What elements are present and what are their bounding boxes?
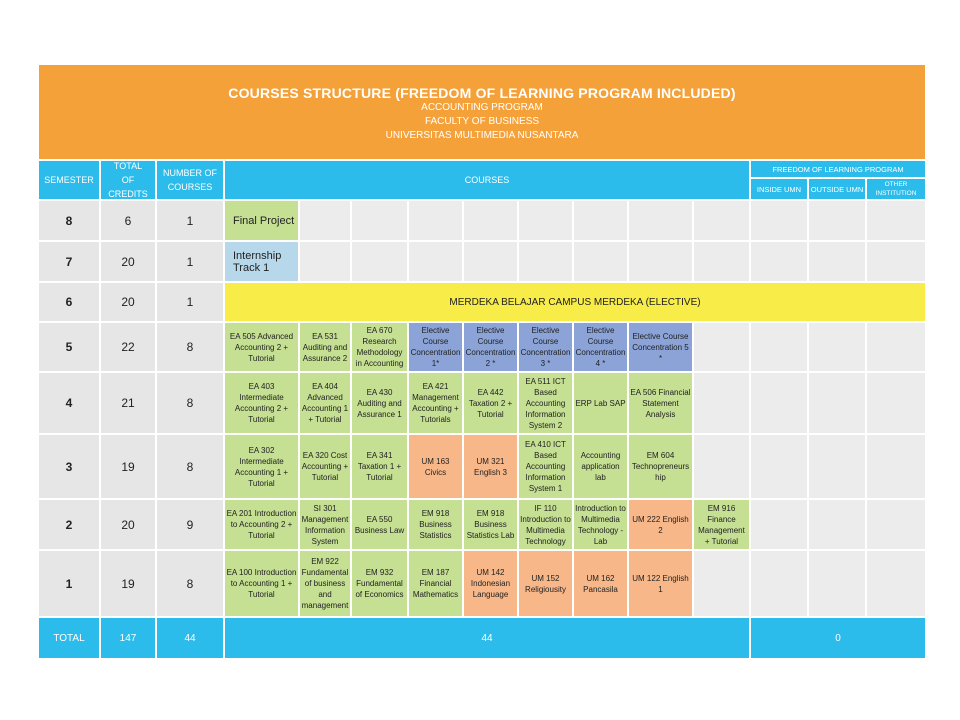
course-cell: Elective Course Concentration 2 *: [464, 323, 517, 371]
course-cell: EA 531 Auditing and Assurance 2: [300, 323, 350, 371]
course-cell: EM 922 Fundamental of business and management: [300, 551, 350, 616]
freedom-program-cell: [867, 201, 925, 240]
freedom-program-cell: [751, 201, 807, 240]
semester-number: 3: [39, 435, 99, 498]
freedom-program-cell: [867, 500, 925, 549]
semester-credits: 19: [101, 551, 155, 616]
freedom-program-cell: [867, 551, 925, 616]
course-cell: ERP Lab SAP: [574, 373, 627, 433]
semester-credits: 21: [101, 373, 155, 433]
semester-number: 1: [39, 551, 99, 616]
empty-course-cell: [694, 201, 749, 240]
freedom-program-cell: [751, 373, 807, 433]
course-cell: UM 162 Pancasila: [574, 551, 627, 616]
header-number-courses: NUMBER OF COURSES: [157, 161, 223, 199]
semester-credits: 22: [101, 323, 155, 371]
semester-course-count: 9: [157, 500, 223, 549]
course-cell: IF 110 Introduction to Multimedia Technology: [519, 500, 572, 549]
semester-course-count: 8: [157, 373, 223, 433]
course-cell: EM 932 Fundamental of Economics: [352, 551, 407, 616]
freedom-program-cell: [751, 551, 807, 616]
semester-number: 7: [39, 242, 99, 281]
freedom-program-cell: [751, 323, 807, 371]
course-cell: EM 604 Technopreneurs hip: [629, 435, 692, 498]
course-cell: EA 505 Advanced Accounting 2 + Tutorial: [225, 323, 298, 371]
freedom-program-cell: [751, 435, 807, 498]
freedom-program-cell: [867, 242, 925, 281]
empty-course-cell: [519, 242, 572, 281]
total-freedom: 0: [751, 618, 925, 658]
course-cell: UM 152 Religiousity: [519, 551, 572, 616]
empty-course-cell: [300, 242, 350, 281]
course-cell: UM 122 English 1: [629, 551, 692, 616]
empty-course-cell: [352, 201, 407, 240]
semester-course-count: 1: [157, 283, 223, 321]
semester-credits: 6: [101, 201, 155, 240]
semester-credits: 20: [101, 283, 155, 321]
course-cell: EA 100 Introduction to Accounting 1 + Tutorial: [225, 551, 298, 616]
course-cell: EM 918 Business Statistics: [409, 500, 462, 549]
freedom-program-cell: [867, 373, 925, 433]
empty-course-cell: [629, 242, 692, 281]
semester-course-count: 8: [157, 551, 223, 616]
header-inside-umn: INSIDE UMN: [751, 179, 807, 199]
course-cell: EA 201 Introduction to Accounting 2 + Tutorial: [225, 500, 298, 549]
course-cell: EA 430 Auditing and Assurance 1: [352, 373, 407, 433]
empty-course-cell: [300, 201, 350, 240]
total-courses-count: 44: [157, 618, 223, 658]
freedom-program-cell: [809, 201, 865, 240]
course-cell: EM 187 Financial Mathematics: [409, 551, 462, 616]
header-semester: SEMESTER: [39, 161, 99, 199]
header-other-institution: OTHER INSTITUTION: [867, 179, 925, 199]
total-courses: 44: [225, 618, 749, 658]
course-cell: EM 916 Finance Management + Tutorial: [694, 500, 749, 549]
semester-number: 6: [39, 283, 99, 321]
semester-course-count: 8: [157, 435, 223, 498]
empty-course-cell: [352, 242, 407, 281]
header-freedom-program: FREEDOM OF LEARNING PROGRAM: [751, 161, 925, 177]
course-cell: EA 506 Financial Statement Analysis: [629, 373, 692, 433]
course-cell: EM 918 Business Statistics Lab: [464, 500, 517, 549]
merdeka-elective-banner: MERDEKA BELAJAR CAMPUS MERDEKA (ELECTIVE): [225, 283, 925, 321]
freedom-program-cell: [809, 500, 865, 549]
semester-course-count: 8: [157, 323, 223, 371]
freedom-program-cell: [809, 435, 865, 498]
freedom-program-cell: [809, 242, 865, 281]
course-cell: Accounting application lab: [574, 435, 627, 498]
course-cell: EA 421 Management Accounting + Tutorials: [409, 373, 462, 433]
empty-course-cell: [694, 551, 749, 616]
course-cell: EA 550 Business Law: [352, 500, 407, 549]
semester-number: 4: [39, 373, 99, 433]
semester-number: 8: [39, 201, 99, 240]
faculty-name: FACULTY OF BUSINESS: [424, 116, 540, 127]
course-cell: Elective Course Concentration 5 *: [629, 323, 692, 371]
course-cell: Elective Course Concentration 1*: [409, 323, 462, 371]
course-cell: EA 442 Taxation 2 + Tutorial: [464, 373, 517, 433]
course-cell: UM 222 English 2: [629, 500, 692, 549]
semester-credits: 20: [101, 242, 155, 281]
semester-number: 2: [39, 500, 99, 549]
course-cell: UM 321 English 3: [464, 435, 517, 498]
freedom-program-cell: [809, 373, 865, 433]
empty-course-cell: [464, 242, 517, 281]
empty-course-cell: [409, 242, 462, 281]
semester-course-count: 1: [157, 201, 223, 240]
empty-course-cell: [519, 201, 572, 240]
semester-credits: 19: [101, 435, 155, 498]
course-cell: Elective Course Concentration 3 *: [519, 323, 572, 371]
semester-number: 5: [39, 323, 99, 371]
course-cell: EA 511 ICT Based Accounting Information System 2: [519, 373, 572, 433]
course-cell: Introduction to Multimedia Technology - Lab: [574, 500, 627, 549]
freedom-program-cell: [867, 323, 925, 371]
total-label: TOTAL: [39, 618, 99, 658]
freedom-program-cell: [809, 551, 865, 616]
page-title: COURSES STRUCTURE (FREEDOM OF LEARNING PROGRAM INCLUDED): [228, 85, 736, 101]
freedom-program-cell: [751, 500, 807, 549]
course-cell: EA 320 Cost Accounting + Tutorial: [300, 435, 350, 498]
total-credits: 147: [101, 618, 155, 658]
course-cell: EA 302 Intermediate Accounting 1 + Tutorial: [225, 435, 298, 498]
course-cell: SI 301 Management Information System: [300, 500, 350, 549]
empty-course-cell: [629, 201, 692, 240]
empty-course-cell: [574, 201, 627, 240]
course-cell: EA 670 Research Methodology in Accounting: [352, 323, 407, 371]
semester-course-count: 1: [157, 242, 223, 281]
freedom-program-cell: [809, 323, 865, 371]
freedom-program-cell: [867, 435, 925, 498]
course-cell: UM 142 Indonesian Language: [464, 551, 517, 616]
empty-course-cell: [694, 373, 749, 433]
course-cell: EA 341 Taxation 1 + Tutorial: [352, 435, 407, 498]
course-cell: EA 403 Intermediate Accounting 2 + Tutorial: [225, 373, 298, 433]
university-name: UNIVERSITAS MULTIMEDIA NUSANTARA: [385, 130, 579, 141]
freedom-program-cell: [751, 242, 807, 281]
empty-course-cell: [464, 201, 517, 240]
course-cell: UM 163 Civics: [409, 435, 462, 498]
semester-credits: 20: [101, 500, 155, 549]
empty-course-cell: [694, 242, 749, 281]
header-outside-umn: OUTSIDE UMN: [809, 179, 865, 199]
title-banner: [39, 65, 925, 159]
course-structure-sheet: [39, 65, 925, 658]
header-total-credits: TOTAL OF CREDITS: [101, 161, 155, 199]
empty-course-cell: [574, 242, 627, 281]
course-cell: EA 410 ICT Based Accounting Information System 1: [519, 435, 572, 498]
empty-course-cell: [409, 201, 462, 240]
header-courses: COURSES: [225, 161, 749, 199]
course-cell: Final Project: [225, 201, 298, 240]
empty-course-cell: [694, 435, 749, 498]
course-cell: Elective Course Concentration 4 *: [574, 323, 627, 371]
course-cell: Internship Track 1: [225, 242, 298, 281]
program-name: ACCOUNTING PROGRAM: [421, 102, 543, 113]
empty-course-cell: [694, 323, 749, 371]
course-cell: EA 404 Advanced Accounting 1 + Tutorial: [300, 373, 350, 433]
